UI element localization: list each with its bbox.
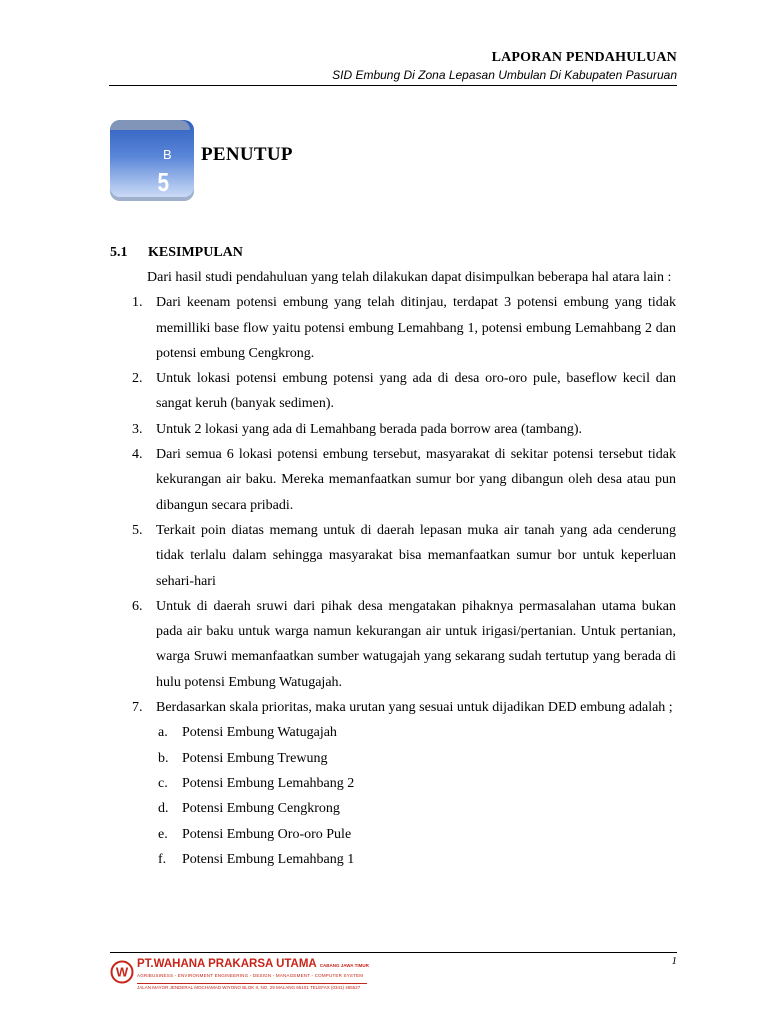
priority-text: Potensi Embung Trewung — [182, 750, 328, 766]
list-item — [110, 366, 676, 417]
list-item-text: Terkait poin diatas memang untuk di daerah lepasan muka air tanah yang ada cenderung tidak terlalu dalam sehingga masyarakat bisa memanfaatkan sumur bor untuk keperluan sehari-hari — [156, 522, 676, 589]
header-title: LAPORAN PENDAHULUAN — [491, 50, 677, 65]
company-address: JALAN MAYOR JENDERAL MOCHAMAD WIYONO BLOK II, NO. 29 MALANG 65101 TELEFAX (0341) 485527 — [137, 983, 367, 990]
company-logo-letter: W — [115, 964, 129, 980]
priority-item — [156, 796, 676, 821]
document-body — [110, 265, 676, 872]
page-number: 1 — [671, 955, 677, 967]
list-item — [110, 594, 676, 695]
intro-paragraph: Dari hasil studi pendahuluan yang telah dilakukan dapat disimpulkan beberapa hal atara lain : — [147, 270, 672, 285]
company-services: AGRIBUSINESS - ENVIRONMENT ENGINEERING - DESIGN - MANAGEMENT - COMPUTER SYSTEM — [137, 973, 364, 978]
priority-text: Potensi Embung Lemahbang 1 — [182, 851, 355, 867]
section-heading — [110, 245, 243, 261]
list-item-text: Dari semua 6 lokasi potensi embung tersebut, masyarakat di sekitar potensi tersebut tidak kekurangan air baku. Mereka memanfaatkan sumur bor yang dibangun oleh desa atau pun dibangun secara pribadi. — [156, 447, 676, 513]
section-number: 5.1 — [110, 245, 128, 260]
priority-marker: f. — [158, 851, 167, 867]
priority-text: Potensi Embung Lemahbang 2 — [182, 775, 355, 791]
footer-rule — [110, 952, 677, 953]
chapter-badge-letter: B — [163, 147, 172, 162]
priority-item — [156, 720, 676, 745]
section-title: KESIMPULAN — [148, 245, 243, 260]
priority-text: Potensi Embung Oro-oro Pule — [182, 826, 352, 842]
chapter-title: PENUTUP — [201, 144, 293, 165]
header-subtitle: SID Embung Di Zona Lepasan Umbulan Di Kabupaten Pasuruan — [332, 68, 677, 82]
list-marker: 5. — [132, 522, 143, 538]
list-item — [110, 417, 676, 442]
priority-marker: b. — [158, 750, 169, 766]
priority-marker: d. — [158, 801, 169, 817]
list-item — [110, 518, 676, 594]
company-name: PT.WAHANA PRAKARSA UTAMA — [137, 958, 317, 970]
header-rule — [109, 85, 677, 86]
priority-marker: a. — [158, 725, 168, 741]
chapter-badge — [110, 120, 194, 201]
list-item — [110, 695, 676, 872]
list-item — [110, 442, 676, 518]
list-item-text: Untuk 2 lokasi yang ada di Lemahbang berada pada borrow area (tambang). — [156, 421, 583, 437]
priority-item — [156, 847, 676, 872]
priority-item — [156, 746, 676, 771]
conclusion-list — [110, 290, 676, 872]
list-item-text: Dari keenam potensi embung yang telah ditinjau, terdapat 3 potensi embung yang tidak memilliki base flow yaitu potensi embung Lemahbang 1, potensi embung Lemahbang 2 dan potensi embung Cengkrong. — [156, 295, 676, 361]
priority-text: Potensi Embung Watugajah — [182, 725, 337, 741]
list-marker: 4. — [132, 447, 143, 463]
chapter-badge-tab — [110, 120, 190, 130]
company-branch: CABANG JAWA TIMUR — [319, 963, 369, 968]
list-marker: 2. — [132, 371, 143, 387]
list-marker: 1. — [132, 295, 143, 311]
list-item-text: Untuk lokasi potensi embung potensi yang ada di desa oro-oro pule, baseflow kecil dan sangat keruh (banyak sedimen). — [156, 371, 676, 412]
company-name-line — [137, 958, 369, 970]
priority-list — [156, 720, 676, 872]
priority-item — [156, 771, 676, 796]
priority-marker: e. — [158, 826, 168, 842]
company-logo-icon — [110, 960, 134, 984]
priority-item — [156, 822, 676, 847]
list-marker: 3. — [132, 421, 143, 437]
list-marker: 6. — [132, 598, 143, 614]
list-item-text: Untuk di daerah sruwi dari pihak desa mengatakan pihaknya permasalahan utama bukan pada air baku untuk warga namun kekurangan air untuk irigasi/pertanian. Untuk pertanian, warga Sruwi memanfaatkan sumber watugajah yang sekarang sudah tertutup yang berada di hulu potensi Embung Watugajah. — [156, 598, 676, 690]
priority-text: Potensi Embung Cengkrong — [182, 801, 340, 817]
list-item-text: Berdasarkan skala prioritas, maka urutan yang sesuai untuk dijadikan DED embung adalah ; — [156, 700, 673, 716]
priority-marker: c. — [158, 775, 168, 791]
chapter-badge-number: 5 — [157, 167, 170, 197]
list-marker: 7. — [132, 700, 143, 716]
list-item — [110, 290, 676, 366]
